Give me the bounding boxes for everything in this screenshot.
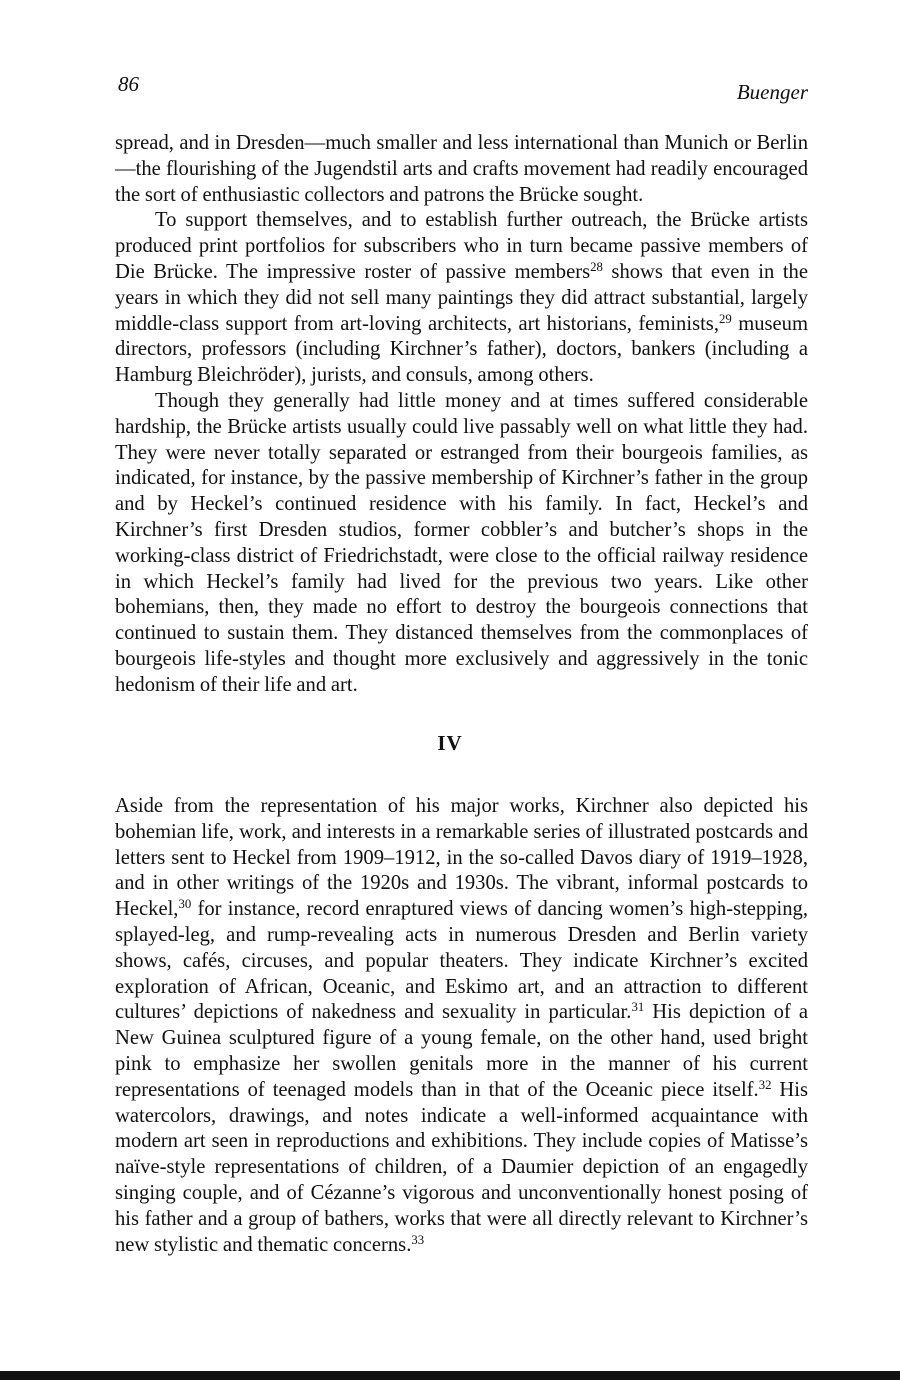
paragraph-text: shows that even in the years in which they did not sell many paintings they did attract substantial, largely middle-class support from art-loving architects, art historians, feminists,: [115, 260, 808, 335]
footnote-ref: 33: [411, 1232, 425, 1247]
section-two-text: [115, 794, 808, 1258]
footnote-ref: 32: [758, 1077, 772, 1092]
footnote-ref: 31: [631, 1000, 645, 1015]
paragraph-text: His watercolors, drawings, and notes indicate a well-informed acquaintance with modern art seen in reproductions and exhibitions. They include copies of Matisse’s naïve-style representations of children, of a Daumier depiction of an engagedly singing couple, and of Cézanne’s vigorous and unconventionally honest posing of his father and a group of bathers, works that were all directly relevant to Kirchner’s new stylistic and thematic concerns.: [115, 1078, 808, 1256]
paragraph: [115, 389, 808, 699]
paragraph-text: Though they generally had little money and at times suffered considerable hardship, the Brücke artists usually could live passably well on what little they had. They were never totally separated or estranged from their bourgeois families, as indicated, for instance, by the passive membership of Kirchner’s father in the group and by Heckel’s continued residence with his family. In fact, Heckel’s and Kirchner’s first Dresden studios, former cobbler’s and butcher’s shops in the working-class district of Friedrichstadt, were close to the official railway residence in which Heckel’s family had lived for the previous two years. Like other bohemians, then, they made no effort to destroy the bourgeois connections that continued to sustain them. They distanced themselves from the commonplaces of bourgeois life-styles and thought more exclusively and aggressively in the tonic hedonism of their life and art.: [115, 389, 808, 696]
paragraph-text: museum directors, professors (including Kirchner’s father), doctors, bankers (including a Hamburg Bleichröder), jurists, and consuls, among others.: [115, 312, 808, 387]
footnote-ref: 28: [590, 259, 603, 274]
paragraph-text: His depiction of a New Guinea sculptured figure of a young female, on the other hand, used bright pink to emphasize her swollen genitals more in the manner of his current representations of teenaged models than in that of the Oceanic piece itself.: [115, 1001, 809, 1101]
running-head: Buenger: [736, 80, 808, 104]
paragraph-text: To support themselves, and to establish further outreach, the Brücke artists produced print portfolios for subscribers who in turn became passive members of Die Brücke. The impressive roster of passive members: [115, 209, 808, 283]
footnote-ref: 30: [178, 897, 192, 912]
paragraph: [115, 131, 808, 208]
section-one-text: [115, 131, 808, 699]
scan-bottom-edge: [0, 1371, 900, 1380]
paragraph: [115, 208, 808, 389]
paragraph-text: Aside from the representation of his major works, Kirchner also depicted his bohemian life, work, and interests in a remarkable series of illustrated postcards and letters sent to Heckel from 1909–1912, in the so-called Davos diary of 1919–1928, and in other writings of the 1920s and 1930s. The vibrant, informal postcards to Heckel,: [115, 795, 808, 921]
page-number: 86: [118, 72, 139, 96]
paragraph: [115, 794, 808, 1258]
section-heading: IV: [437, 731, 463, 755]
paragraph-text: spread, and in Dresden—much smaller and less international than Munich or Berlin—the flourishing of the Jugendstil arts and crafts movement had readily encouraged the sort of enthusiastic collectors and patrons the Brücke sought.: [115, 132, 808, 206]
footnote-ref: 29: [718, 311, 732, 326]
paragraph-text: for instance, record enraptured views of dancing women’s high-stepping, splayed-leg, and rump-revealing acts in numerous Dresden and Berlin variety shows, cafés, circuses, and popular theaters. They indicate Kirchner’s excited exploration of African, Oceanic, and Eskimo art, and an attraction to different cultures’ depictions of nakedness and sexuality in particular.: [115, 898, 808, 1024]
